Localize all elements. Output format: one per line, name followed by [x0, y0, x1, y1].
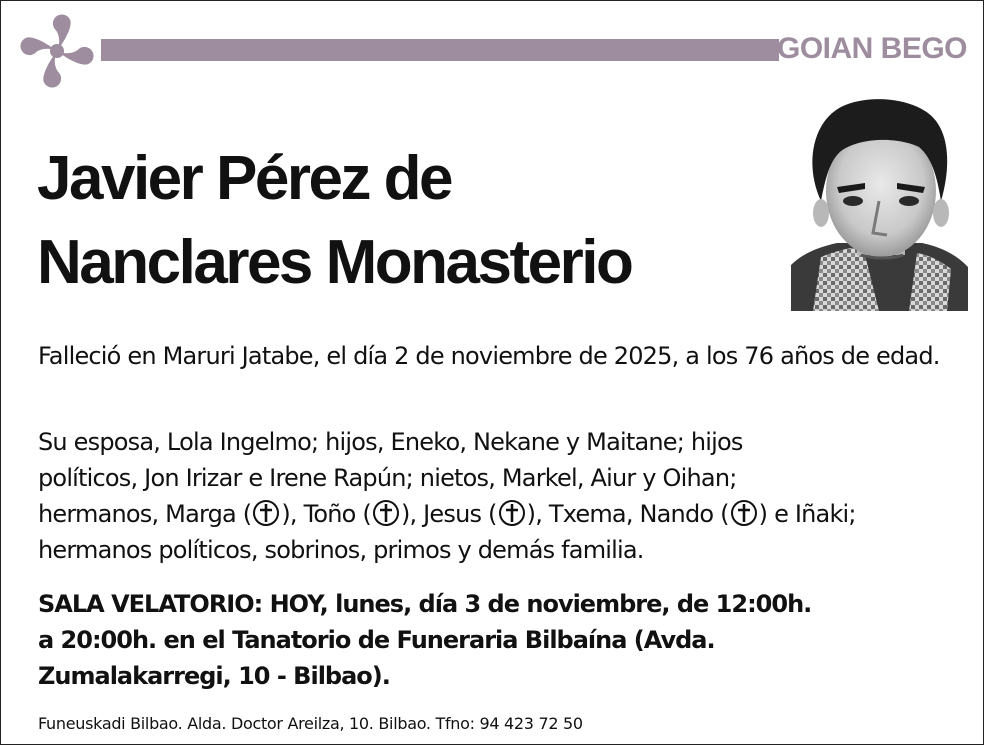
family-line-3-text: ) e Iñaki; [758, 500, 856, 528]
brand-title: GOIAN BEGO [776, 32, 967, 65]
cross-icon [372, 499, 400, 527]
wake-line-3: Zumalakarregi, 10 - Bilbao). [38, 662, 390, 690]
wake-info [38, 586, 958, 694]
family-list [38, 424, 958, 568]
family-line-3-text: ), Txema, Nando ( [526, 500, 729, 528]
header-band [101, 39, 779, 61]
wake-line-1: SALA VELATORIO: HOY, lunes, día 3 de noviembre, de 12:00h. [38, 590, 812, 618]
family-line-3-text: hermanos, Marga ( [38, 500, 252, 528]
family-line-2: políticos, Jon Irizar e Irene Rapún; nietos, Markel, Aiur y Oihan; [38, 464, 737, 492]
family-line-3-text: ), Toño ( [281, 500, 371, 528]
portrait-photo [791, 97, 968, 311]
family-line-1: Su esposa, Lola Ingelmo; hijos, Eneko, Nekane y Maitane; hijos [38, 428, 743, 456]
family-line-3-text: ), Jesus ( [400, 500, 497, 528]
cross-icon [730, 499, 758, 527]
family-line-3 [38, 500, 856, 528]
deceased-name [37, 137, 777, 305]
lauburu-icon [19, 13, 95, 89]
wake-line-2: a 20:00h. en el Tanatorio de Funeraria Bilbaína (Avda. [38, 626, 715, 654]
cross-icon [252, 499, 280, 527]
death-notice: Falleció en Maruri Jatabe, el día 2 de noviembre de 2025, a los 76 años de edad. [38, 342, 940, 370]
name-line-1: Javier Pérez de [37, 144, 452, 213]
cross-icon [498, 499, 526, 527]
name-line-2: Nanclares Monasterio [37, 228, 632, 297]
family-line-4: hermanos políticos, sobrinos, primos y demás familia. [38, 536, 644, 564]
funeral-home-contact: Funeuskadi Bilbao. Alda. Doctor Areilza, 10. Bilbao. Tfno: 94 423 72 50 [38, 714, 583, 733]
